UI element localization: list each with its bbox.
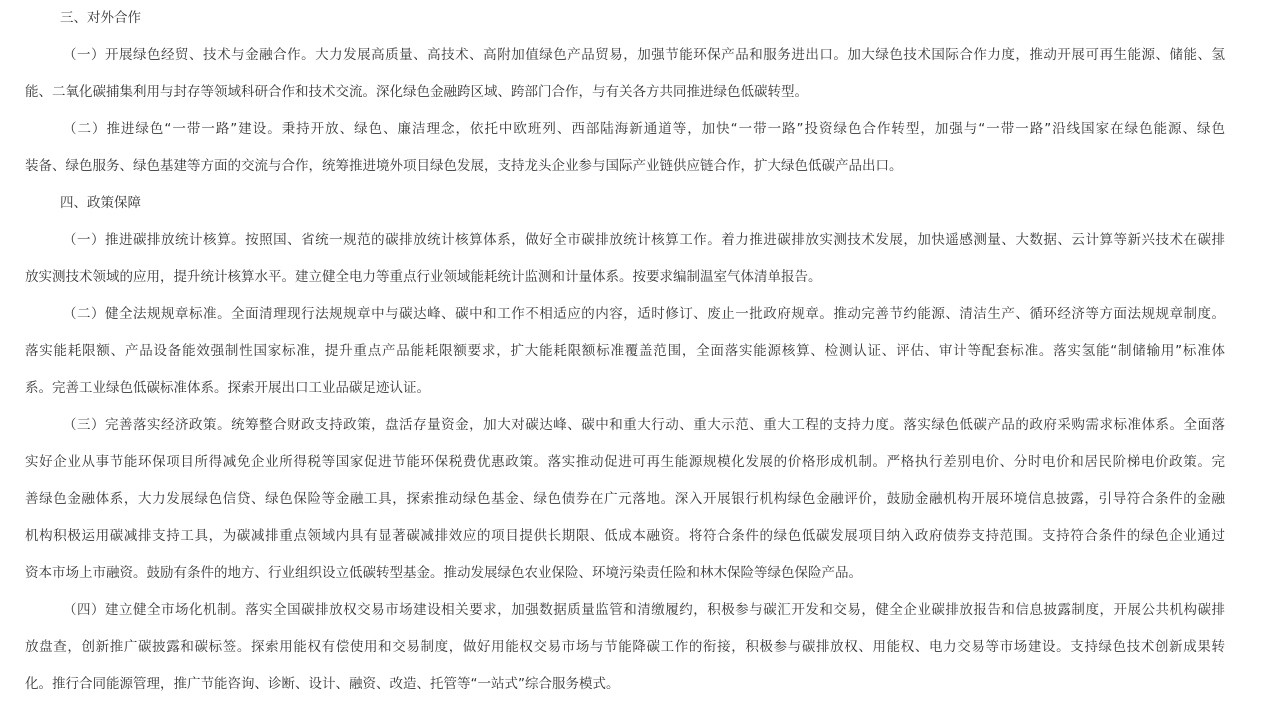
paragraph-line: （二）推进绿色“一带一路”建设。秉持开放、绿色、廉洁理念，依托中欧班列、西部陆海新通道等，加快“一带一路”投资绿色合作转型，加强与“一带一路”沿线国家在绿色能源、绿色: [63, 121, 1225, 137]
paragraph-line: 机构积极运用碳减排支持工具，为碳减排重点领域内具有显著碳减排效应的项目提供长期限、低成本融资。将符合条件的绿色低碳发展项目纳入政府债券支持范围。支持符合条件的绿色企业通过: [25, 528, 1225, 544]
paragraph-line: （一）推进碳排放统计核算。按照国、省统一规范的碳排放统计核算体系，做好全市碳排放统计核算工作。着力推进碳排放实测技术发展，加快遥感测量、大数据、云计算等新兴技术在碳排: [63, 232, 1225, 248]
paragraph-line: 实好企业从事节能环保项目所得减免企业所得税等国家促进节能环保税费优惠政策。落实推动促进可再生能源规模化发展的价格形成机制。严格执行差别电价、分时电价和居民阶梯电价政策。完: [25, 454, 1225, 470]
paragraph-line: 化。推行合同能源管理，推广节能咨询、诊断、设计、融资、改造、托管等“一站式”综合服务模式。: [25, 676, 620, 692]
paragraph-line: （二）健全法规规章标准。全面清理现行法规规章中与碳达峰、碳中和工作不相适应的内容，适时修订、废止一批政府规章。推动完善节约能源、清洁生产、循环经济等方面法规规章制度。: [63, 306, 1225, 322]
paragraph-line: 放盘查，创新推广碳披露和碳标签。探索用能权有偿使用和交易制度，做好用能权交易市场与节能降碳工作的衔接，积极参与碳排放权、用能权、电力交易等市场建设。支持绿色技术创新成果转: [25, 639, 1225, 655]
paragraph-line: （一）开展绿色经贸、技术与金融合作。大力发展高质量、高技术、高附加值绿色产品贸易，加强节能环保产品和服务进出口。加大绿色技术国际合作力度，推动开展可再生能源、储能、氢: [63, 47, 1225, 63]
section-heading-external-cooperation: 三、对外合作: [60, 10, 141, 26]
paragraph-line: 资本市场上市融资。鼓励有条件的地方、行业组织设立低碳转型基金。推动发展绿色农业保险、环境污染责任险和林木保险等绿色保险产品。: [25, 565, 862, 581]
paragraph-line: 能、二氧化碳捕集利用与封存等领域科研合作和技术交流。深化绿色金融跨区域、跨部门合作，与有关各方共同推进绿色低碳转型。: [25, 84, 808, 100]
article-body: [25, 0, 1225, 703]
paragraph-line: 系。完善工业绿色低碳标准体系。探索开展出口工业品碳足迹认证。: [25, 380, 430, 396]
section-heading-policy-support: 四、政策保障: [60, 195, 141, 211]
paragraph-line: 落实能耗限额、产品设备能效强制性国家标准，提升重点产品能耗限额要求，扩大能耗限额标准覆盖范围，全面落实能源核算、检测认证、评估、审计等配套标准。落实氢能“制储输用”标准体: [25, 343, 1225, 359]
paragraph-line: 装备、绿色服务、绿色基建等方面的交流与合作，统筹推进境外项目绿色发展，支持龙头企业参与国际产业链供应链合作，扩大绿色低碳产品出口。: [25, 158, 903, 174]
paragraph-line: 放实测技术领域的应用，提升统计核算水平。建立健全电力等重点行业领域能耗统计监测和计量体系。按要求编制温室气体清单报告。: [25, 269, 822, 285]
paragraph-line: （四）建立健全市场化机制。落实全国碳排放权交易市场建设相关要求，加强数据质量监管和清缴履约，积极参与碳汇开发和交易，健全企业碳排放报告和信息披露制度，开展公共机构碳排: [63, 602, 1225, 618]
paragraph-line: （三）完善落实经济政策。统筹整合财政支持政策，盘活存量资金，加大对碳达峰、碳中和重大行动、重大示范、重大工程的支持力度。落实绿色低碳产品的政府采购需求标准体系。全面落: [63, 417, 1225, 433]
paragraph-line: 善绿色金融体系，大力发展绿色信贷、绿色保险等金融工具，探索推动绿色基金、绿色债券在广元落地。深入开展银行机构绿色金融评价，鼓励金融机构开展环境信息披露，引导符合条件的金融: [25, 491, 1225, 507]
